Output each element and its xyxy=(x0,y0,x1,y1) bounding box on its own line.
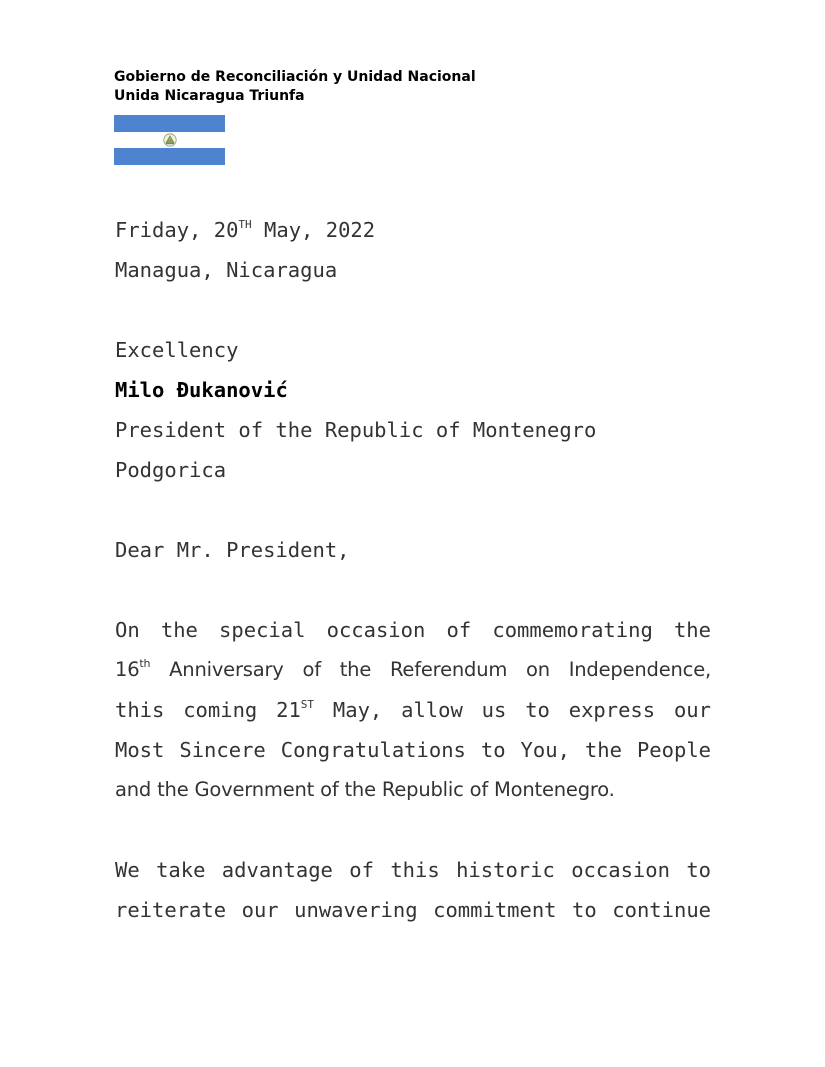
letterhead-motto: Unida Nicaragua Triunfa xyxy=(114,88,305,104)
paragraph-1-line-5: and the Government of the Republic of Montenegro. xyxy=(115,778,615,801)
paragraph-1-line-1: On the special occasion of commemorating the xyxy=(115,618,711,642)
paragraph-1-line-2: 16th Anniversary of the Referendum on Independence, xyxy=(115,657,711,681)
recipient-name: Milo Đukanović xyxy=(115,378,288,402)
nicaragua-flag-icon xyxy=(114,115,225,165)
flag-middle-band xyxy=(114,132,225,149)
salutation-title: Excellency xyxy=(115,338,239,362)
paragraph-2-line-2: reiterate our unwavering commitment to continue xyxy=(115,898,711,922)
paragraph-1-line-3: this coming 21ST May, allow us to express our xyxy=(115,698,711,722)
recipient-city: Podgorica xyxy=(115,458,227,482)
coat-of-arms-icon xyxy=(163,133,177,147)
flag-bottom-band xyxy=(114,148,225,165)
letterhead-government-name: Gobierno de Reconciliación y Unidad Nacional xyxy=(114,69,476,85)
paragraph-2-line-1: We take advantage of this historic occasion to xyxy=(115,858,711,882)
letter-body xyxy=(115,210,711,930)
recipient-title: President of the Republic of Montenegro xyxy=(115,418,597,442)
letterhead xyxy=(114,68,476,106)
paragraph-1-line-4: Most Sincere Congratulations to You, the People xyxy=(115,738,711,762)
greeting: Dear Mr. President, xyxy=(115,538,350,562)
letter-place: Managua, Nicaragua xyxy=(115,258,338,282)
flag-top-band xyxy=(114,115,225,132)
letter-date: Friday, 20TH May, 2022 xyxy=(115,218,376,242)
